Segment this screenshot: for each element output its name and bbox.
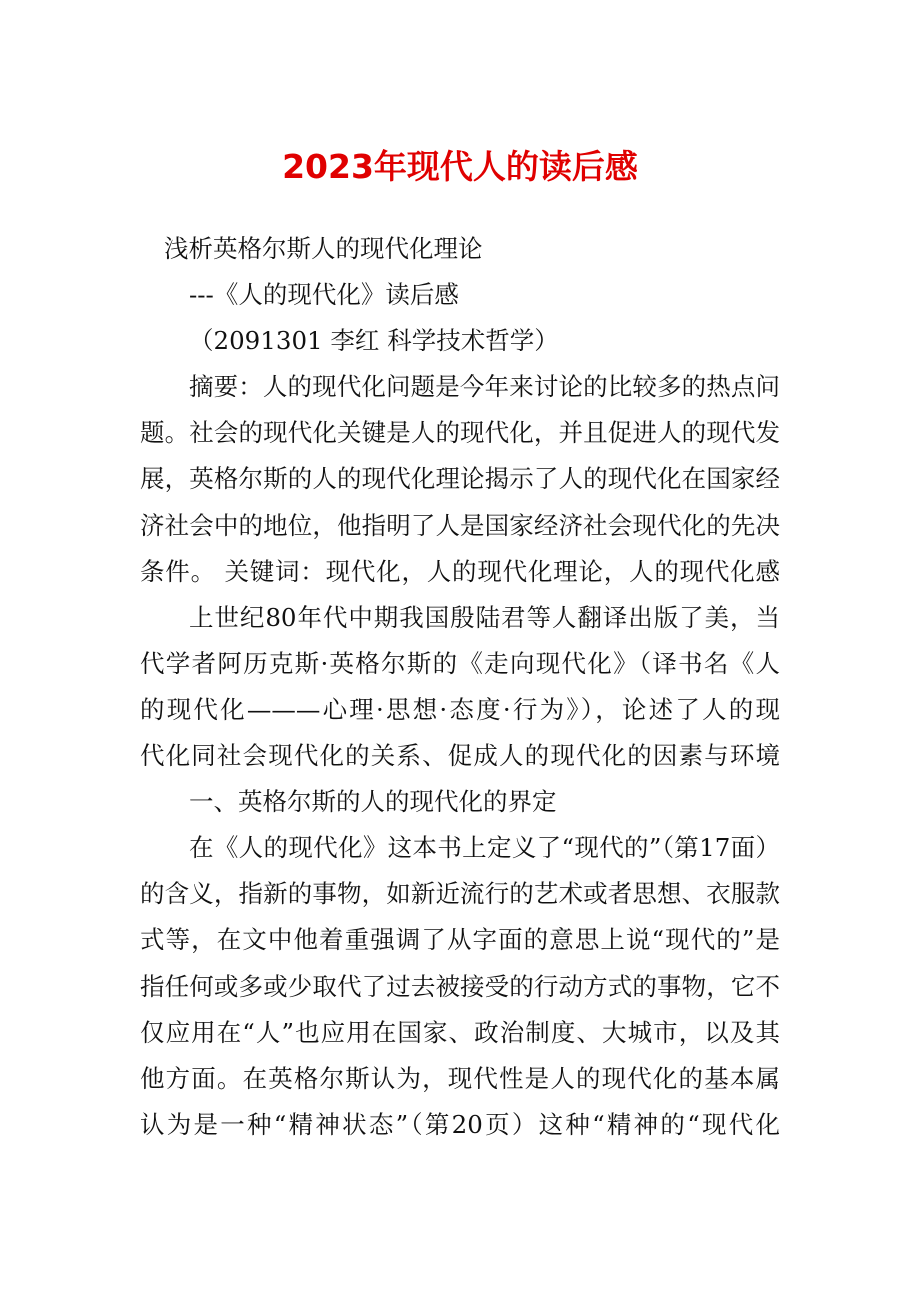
paragraph-line: 指任何或多或少取代了过去被接受的行动方式的事物，它不	[140, 971, 780, 1001]
paragraph-line: 展，英格尔斯的人的现代化理论揭示了人的现代化在国家经	[140, 464, 780, 494]
paragraph-line: 摘要：人的现代化问题是今年来讨论的比较多的热点问	[189, 372, 780, 402]
paragraph-line: 的含义，指新的事物，如新近流行的艺术或者思想、衣服款	[140, 879, 780, 909]
paragraph-line: 他方面。在英格尔斯认为，现代性是人的现代化的基本属	[140, 1063, 780, 1093]
document-title: 2023年现代人的读后感	[282, 147, 638, 186]
paragraph-line: 的现代化———心理·思想·态度·行为》），论述了人的现	[140, 694, 780, 724]
author-line: （2091301 李红 科学技术哲学）	[189, 326, 559, 356]
paragraph-line: 题。社会的现代化关键是人的现代化，并且促进人的现代发	[140, 418, 780, 448]
paragraph-line: 式等，在文中他着重强调了从字面的意思上说“现代的”是	[140, 925, 780, 955]
subtitle-line: ---《人的现代化》读后感	[189, 280, 459, 310]
paragraph-line: 认为是一种“精神状态”（第20页）这种“精神的“现代化	[140, 1109, 780, 1139]
paragraph-line: 仅应用在“人”也应用在国家、政治制度、大城市，以及其	[140, 1017, 780, 1047]
paragraph-line: 代学者阿历克斯·英格尔斯的《走向现代化》（译书名《人	[140, 648, 780, 678]
paragraph-line: 在《人的现代化》这本书上定义了“现代的”（第17面）	[189, 833, 780, 863]
paragraph-line: 上世纪80年代中期我国殷陆君等人翻译出版了美，当	[189, 602, 780, 632]
paragraph-line: 条件。 关键词：现代化，人的现代化理论，人的现代化感	[140, 556, 780, 586]
document-body	[140, 226, 780, 1148]
section-heading: 一、英格尔斯的人的现代化的界定	[189, 787, 557, 817]
paragraph-line: 济社会中的地位，他指明了人是国家经济社会现代化的先决	[140, 510, 780, 540]
subtitle-line: 浅析英格尔斯人的现代化理论	[164, 234, 483, 263]
paragraph-line: 代化同社会现代化的关系、促成人的现代化的因素与环境	[140, 741, 780, 771]
